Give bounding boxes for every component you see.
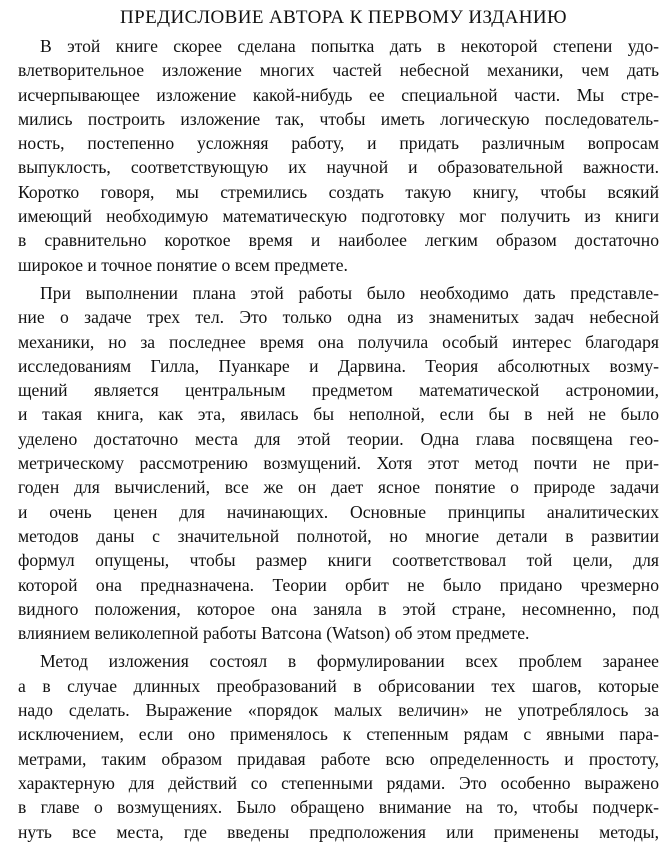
text-line: исчерпывающее изложение какой-нибудь ее специальной части. Мы стре- xyxy=(18,84,659,105)
paragraph xyxy=(18,649,659,843)
text-line: влетворительное изложение многих частей небесной механики, чем дать xyxy=(18,60,659,81)
text-line: мились построить изложение так, чтобы иметь логическую последователь- xyxy=(18,108,659,129)
text-line: Коротко говоря, мы стремились создать такую книгу, чтобы всякий xyxy=(18,181,659,202)
text-line: метрическому рассмотрению возмущений. Хотя этот метод почти не при- xyxy=(18,453,659,474)
text-line: влиянием великолепной работы Ватсона (Watson) об этом предмете. xyxy=(18,623,530,644)
text-line: механики, но за последнее время она получила особый интерес благодаря xyxy=(18,331,659,352)
text-line: которой она предназначена. Теории орбит не было придано чрезмерно xyxy=(18,574,659,595)
text-line: Метод изложения состоял в формулировании всех проблем заранее xyxy=(40,651,659,672)
page-heading: ПРЕДИСЛОВИЕ АВТОРА К ПЕРВОМУ ИЗДАНИЮ xyxy=(120,7,567,28)
text-line: характерную для действий со степенными рядами. Это особенно выражено xyxy=(18,772,659,793)
text-line: метрами, таким образом придавая работе всю определенность и простоту, xyxy=(18,748,659,769)
text-line: исследованиям Гилла, Пуанкаре и Дарвина. Теория абсолютных возму- xyxy=(18,355,659,376)
body-text xyxy=(18,34,659,844)
text-line: методов даны с значительной полнотой, но многие детали в развитии xyxy=(18,525,659,546)
text-line: в главе о возмущениях. Было обращено внимание на то, чтобы подчерк- xyxy=(18,797,659,818)
text-line: и очень ценен для начинающих. Основные принципы аналитических xyxy=(18,501,659,522)
text-line: надо сделать. Выражение «порядок малых величин» не употреблялось за xyxy=(18,700,659,721)
paragraph xyxy=(18,281,659,645)
text-line: выпуклость, соответствующую их научной и образовательной важности. xyxy=(18,157,659,178)
text-line: а в случае длинных преобразований в обрисовании тех шагов, которые xyxy=(18,675,659,696)
text-line: При выполнении плана этой работы было необходимо дать представле- xyxy=(40,282,659,303)
paragraph xyxy=(18,34,659,277)
text-line: видного положения, которое она заняла в этой стране, несомненно, под xyxy=(18,598,659,619)
text-line: В этой книге скорее сделана попытка дать в некоторой степени удо- xyxy=(40,36,659,56)
text-line: широкое и точное понятие о всем предмете. xyxy=(18,254,348,275)
text-line: годен для вычислений, все же он дает ясное понятие о природе задачи xyxy=(18,477,659,498)
text-line: нуть все места, где введены предположения или применены методы, xyxy=(18,821,659,842)
text-line: ность, постепенно усложняя работу, и придать различным вопросам xyxy=(18,133,659,154)
text-line: исключением, если оно применялось к степенным рядам с явными пара- xyxy=(18,724,659,745)
text-line: в сравнительно короткое время и наиболее легким образом достаточно xyxy=(18,230,659,251)
text-line: формул опущены, чтобы размер книги соответствовал той цели, для xyxy=(18,550,659,571)
text-line: ние о задаче трех тел. Это только одна из знаменитых задач небесной xyxy=(18,307,659,328)
text-line: имеющий необходимую математическую подготовку мог получить из книги xyxy=(18,206,659,227)
text-line: и такая книга, как эта, явилась бы неполной, если бы в ней не было xyxy=(18,404,659,425)
text-line: уделено достаточно места для этой теории. Одна глава посвящена гео- xyxy=(18,428,659,449)
text-line: щений является центральным предметом математической астрономии, xyxy=(18,380,659,401)
